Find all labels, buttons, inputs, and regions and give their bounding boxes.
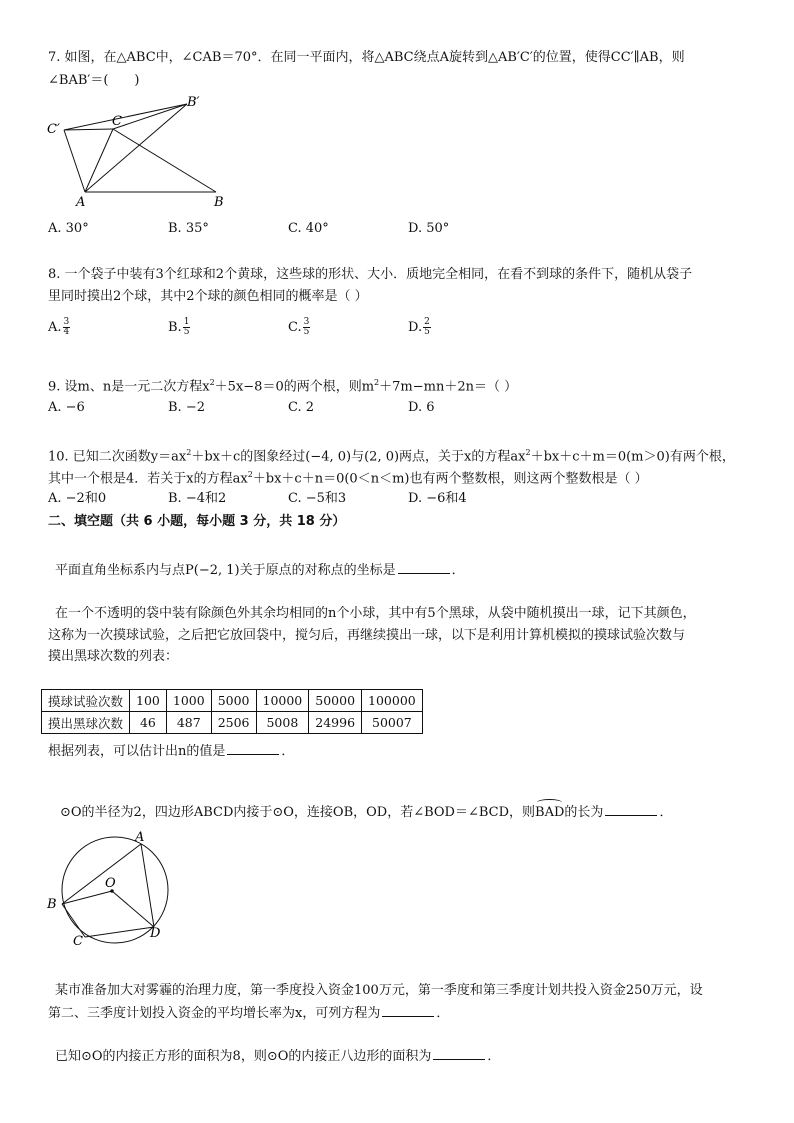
fill2-after bbox=[48, 742, 294, 761]
q10-text-1c: ＋bx＋c＋m＝0(m＞0)有两个根， bbox=[530, 449, 735, 465]
q9-text-b: ＋5x−8＝0的两个根，则m bbox=[214, 379, 375, 395]
q9-text-a: 9. 设m、n是一元二次方程x bbox=[48, 379, 210, 395]
fill1 bbox=[55, 561, 465, 580]
q8-option-a-fraction bbox=[63, 318, 71, 337]
table-cell: 24996 bbox=[309, 712, 362, 734]
q9-line1 bbox=[48, 374, 517, 396]
q9-option-b: B. −2 bbox=[168, 400, 205, 415]
q10-text-2b: ＋bx＋c＋n＝0(0＜n＜m)也有两个整数根，则这两个整数根是（ ） bbox=[252, 471, 648, 487]
q8-option-b-prefix: B. bbox=[168, 320, 182, 335]
q8-option-c-denominator: 5 bbox=[303, 327, 310, 337]
table-cell: 100 bbox=[130, 690, 167, 712]
fill3-arc-bad: BAD bbox=[535, 805, 565, 820]
q10-text-1b: ＋bx＋c的图象经过(−4, 0)与(2, 0)两点，关于x的方程ax bbox=[191, 449, 526, 465]
q10-sup-1: 2 bbox=[186, 448, 192, 457]
fill5-end: ． bbox=[487, 1049, 501, 1064]
fill2-line3: 摸出黑球次数的列表： bbox=[48, 649, 179, 664]
q10-option-d: D. −6和4 bbox=[408, 491, 467, 506]
table-cell: 2506 bbox=[211, 712, 256, 734]
q8-option-c-fraction bbox=[303, 318, 311, 337]
q7-label-a: A bbox=[76, 195, 86, 210]
q8-option-a-prefix: A. bbox=[48, 320, 62, 335]
fill3-label-o: O bbox=[105, 876, 116, 891]
q9-sup-1: 2 bbox=[209, 378, 215, 387]
q7-line1: 7. 如图，在△ABC中，∠CAB＝70°．在同一平面内，将△ABC绕点A旋转到△AB′C′的位置，使得CC′∥AB，则 bbox=[48, 50, 685, 65]
fill2-answer-blank[interactable] bbox=[227, 742, 279, 755]
q8-option-d-numerator: 2 bbox=[424, 317, 430, 327]
table-row-header: 摸球试验次数 bbox=[42, 690, 130, 712]
fill3-circle-figure bbox=[44, 826, 179, 951]
q8-line2: 里同时摸出2个球，其中2个球的颜色相同的概率是（ ） bbox=[48, 289, 368, 304]
q7-label-b-prime: B′ bbox=[187, 95, 200, 110]
q9-option-d: D. 6 bbox=[408, 400, 435, 415]
table-cell: 5008 bbox=[256, 712, 309, 734]
fill1-end: ． bbox=[451, 563, 465, 578]
fill4-answer-blank[interactable] bbox=[382, 1004, 434, 1017]
table-cell: 100000 bbox=[362, 690, 423, 712]
q10-line1 bbox=[48, 444, 735, 466]
table-cell: 5000 bbox=[211, 690, 256, 712]
q9-text-c: ＋7m−mn＋2n＝（ ） bbox=[379, 379, 518, 395]
table-row bbox=[42, 690, 423, 712]
fill2-after-text: 根据列表，可以估计出n的值是 bbox=[48, 744, 226, 759]
q7-label-c: C bbox=[112, 114, 122, 129]
table-row-header: 摸出黑球次数 bbox=[42, 712, 130, 734]
table-cell: 1000 bbox=[166, 690, 211, 712]
table-cell: 50007 bbox=[362, 712, 423, 734]
q10-option-c: C. −5和3 bbox=[288, 491, 347, 506]
table-cell: 10000 bbox=[256, 690, 309, 712]
section-2-title: 二、填空题（共 6 小题，每小题 3 分，共 18 分） bbox=[48, 514, 346, 529]
fill4-line1: 某市准备加大对雾霾的治理力度，第一季度投入资金100万元，第一季度和第三季度计划共投入资金250万元，设 bbox=[55, 983, 703, 998]
q10-text-1a: 10. 已知二次函数y＝ax bbox=[48, 449, 187, 465]
q8-option-d-fraction bbox=[423, 318, 431, 337]
fill3-label-a: A bbox=[135, 830, 145, 845]
fill3-text-b: 的长为 bbox=[564, 805, 604, 820]
fill4-line2 bbox=[48, 1004, 449, 1023]
table-cell: 487 bbox=[166, 712, 211, 734]
table-cell: 46 bbox=[130, 712, 167, 734]
fill3-label-c: C bbox=[73, 934, 83, 949]
q7-line2: ∠BAB′＝( ) bbox=[48, 73, 140, 88]
q8-option-d-denominator: 5 bbox=[424, 327, 430, 337]
fill3-label-d: D bbox=[150, 926, 161, 941]
q8-option-d bbox=[408, 318, 431, 337]
fill1-text: 平面直角坐标系内与点P(−2, 1)关于原点的对称点的坐标是 bbox=[55, 563, 396, 578]
q10-option-a: A. −2和0 bbox=[48, 491, 107, 506]
table-cell: 50000 bbox=[309, 690, 362, 712]
fill4-line2-text: 第二、三季度计划投入资金的平均增长率为x，可列方程为 bbox=[48, 1006, 381, 1021]
q8-option-a-numerator: 3 bbox=[63, 317, 70, 327]
q9-option-a: A. −6 bbox=[48, 400, 85, 415]
fill1-answer-blank[interactable] bbox=[398, 561, 450, 574]
q7-label-c-prime: C′ bbox=[47, 122, 60, 137]
q10-line2 bbox=[48, 466, 648, 488]
q7-option-a: A. 30° bbox=[48, 221, 89, 236]
q7-option-c: C. 40° bbox=[288, 221, 329, 236]
fill3-text-a: ⊙O的半径为2，四边形ABCD内接于⊙O，连接OB，OD，若∠BOD＝∠BCD，则 bbox=[60, 805, 536, 820]
q9-sup-2: 2 bbox=[374, 378, 380, 387]
fill3-answer-blank[interactable] bbox=[605, 803, 657, 816]
q9-option-c: C. 2 bbox=[288, 400, 315, 415]
fill3-label-b: B bbox=[47, 897, 57, 912]
q8-option-c-prefix: C. bbox=[288, 320, 302, 335]
fill2-line2: 这称为一次摸球试验，之后把它放回袋中，搅匀后，再继续摸出一球，以下是利用计算机模拟的摸球试验次数与 bbox=[48, 628, 686, 643]
fill5 bbox=[55, 1047, 500, 1066]
q8-line1: 8. 一个袋子中装有3个红球和2个黄球，这些球的形状、大小．质地完全相同，在看不到球的条件下，随机从袋子 bbox=[48, 267, 693, 282]
q8-option-b-fraction bbox=[183, 318, 191, 337]
fill3 bbox=[60, 803, 672, 822]
q8-option-b-denominator: 5 bbox=[183, 327, 190, 337]
fill2-line1: 在一个不透明的袋中装有除颜色外其余均相同的n个小球，其中有5个黑球，从袋中随机摸出一球，记下其颜色， bbox=[55, 606, 696, 621]
q7-option-d: D. 50° bbox=[408, 221, 450, 236]
q7-triangle-figure bbox=[44, 96, 244, 211]
fill3-end: ． bbox=[659, 805, 673, 820]
fill2-end: ． bbox=[281, 744, 295, 759]
q8-option-a bbox=[48, 318, 70, 337]
q10-text-2a: 其中一个根是4．若关于x的方程ax bbox=[48, 471, 248, 487]
q10-option-b: B. −4和2 bbox=[168, 491, 227, 506]
q8-option-a-denominator: 4 bbox=[63, 327, 70, 337]
q8-option-d-prefix: D. bbox=[408, 320, 423, 335]
fill5-answer-blank[interactable] bbox=[433, 1047, 485, 1060]
q7-option-b: B. 35° bbox=[168, 221, 209, 236]
fill4-end: ． bbox=[436, 1006, 450, 1021]
q10-sup-2: 2 bbox=[525, 448, 531, 457]
q8-option-c bbox=[288, 318, 310, 337]
q8-option-b-numerator: 1 bbox=[183, 317, 190, 327]
table-row bbox=[42, 712, 423, 734]
fill5-text: 已知⊙O的内接正方形的面积为8，则⊙O的内接正八边形的面积为 bbox=[55, 1049, 432, 1064]
fill2-table bbox=[41, 689, 423, 734]
q8-option-c-numerator: 3 bbox=[303, 317, 310, 327]
q8-option-b bbox=[168, 318, 190, 337]
q7-label-b: B bbox=[214, 195, 224, 210]
q10-sup-3: 2 bbox=[247, 470, 253, 479]
